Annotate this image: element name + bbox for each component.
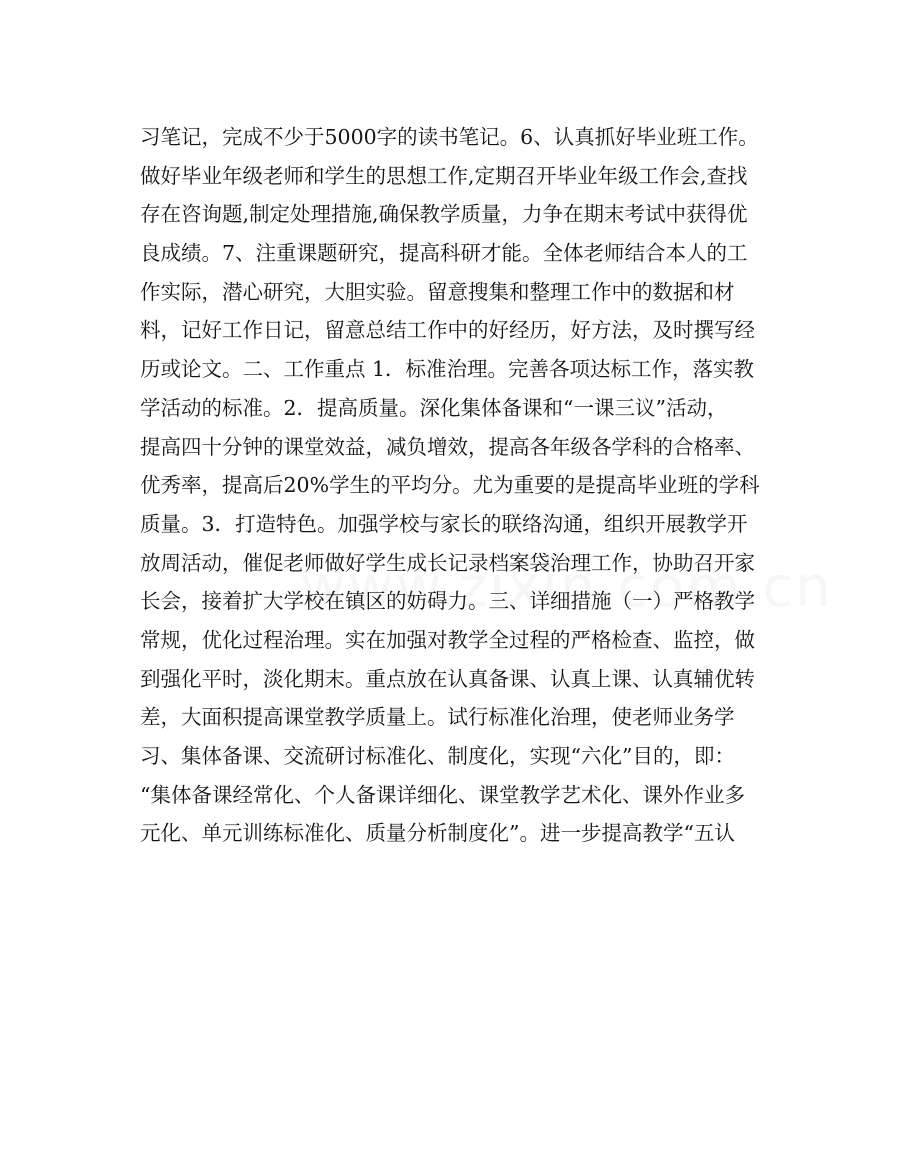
body-text	[140, 118, 780, 853]
text-line: 学活动的标准。2．提高质量。深化集体备课和“一课三议”活动，	[140, 395, 728, 420]
text-line: 做好毕业年级老师和学生的思想工作,定期召开毕业年级工作会,查找	[140, 163, 748, 188]
text-line: 良成绩。7、注重课题研究，提高科研才能。全体老师结合本人的工	[140, 241, 748, 266]
text-line: 差，大面积提高课堂教学质量上。试行标准化治理，使老师业务学	[140, 705, 735, 730]
text-line: 常规，优化过程治理。实在加强对教学全过程的严格检查、监控，做	[140, 627, 755, 652]
text-line: 历或论文。二、工作重点 1．标准治理。完善各项达标工作，落实教	[140, 357, 755, 382]
text-line: “集体备课经常化、个人备课详细化、课堂教学艺术化、课外作业多	[140, 782, 745, 807]
text-line: 优秀率，提高后20%学生的平均分。尤为重要的是提高毕业班的学科	[140, 473, 760, 498]
text-line: 放周活动，催促老师做好学生成长记录档案袋治理工作，协助召开家	[140, 550, 755, 575]
text-line: 存在咨询题,制定处理措施,确保教学质量，力争在期末考试中获得优	[140, 202, 748, 227]
text-line: 料，记好工作日记，留意总结工作中的好经历，好方法，及时撰写经	[140, 318, 755, 343]
text-line: 到强化平时，淡化期末。重点放在认真备课、认真上课、认真辅优转	[140, 666, 755, 691]
text-line: 作实际，潜心研究，大胆实验。留意搜集和整理工作中的数据和材	[140, 279, 735, 304]
text-line: 质量。3．打造特色。加强学校与家长的联络沟通，组织开展教学开	[140, 511, 748, 536]
text-line: 习笔记，完成不少于5000字的读书笔记。6、认真抓好毕业班工作。	[140, 125, 759, 149]
text-line: 元化、单元训练标准化、质量分析制度化”。进一步提高教学“五认	[140, 821, 735, 846]
text-line: 提高四十分钟的课堂效益，减负增效，提高各年级各学科的合格率、	[140, 434, 755, 459]
text-line: 习、集体备课、交流研讨标准化、制度化，实现“六化”目的，即：	[140, 744, 735, 768]
text-line: 长会，接着扩大学校在镇区的妨碍力。三、详细措施（一）严格教学	[140, 589, 755, 614]
